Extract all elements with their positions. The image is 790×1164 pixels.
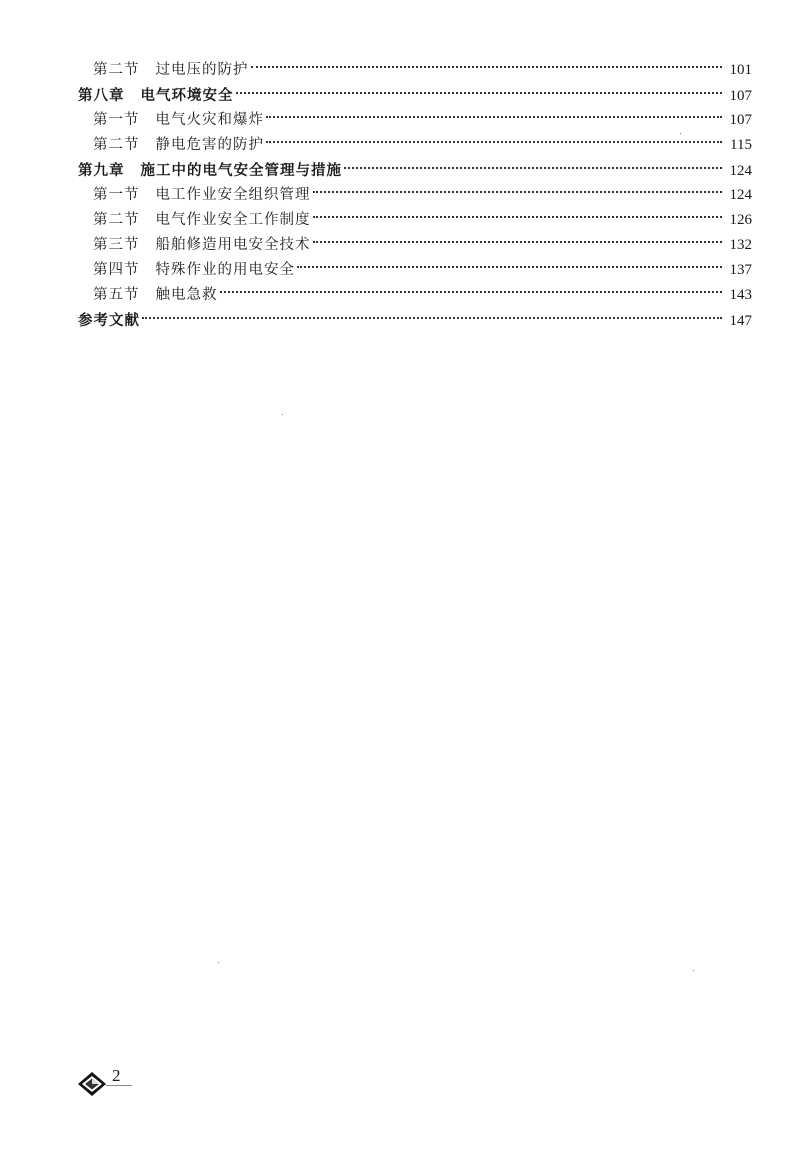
toc-entry-number: 第一节: [93, 187, 140, 203]
toc-entry-number: 第八章: [78, 87, 125, 104]
toc-entry-number: 第四节: [93, 262, 140, 278]
toc-entry-page: 147: [729, 313, 752, 329]
toc-entry-number: 第二节: [93, 137, 140, 153]
toc-entry-number: 第九章: [78, 162, 125, 179]
toc-entry[interactable]: [78, 208, 752, 233]
toc-entry[interactable]: [78, 158, 752, 183]
toc-entry[interactable]: [78, 83, 752, 108]
toc-entry-number: 第三节: [93, 237, 140, 253]
dot-leader: [142, 317, 722, 319]
toc-entry-title: 触电急救: [155, 287, 218, 303]
scan-speck: [680, 133, 681, 134]
toc-entry-title: 施工中的电气安全管理与措施: [140, 162, 342, 179]
toc-entry-page: 107: [729, 112, 752, 128]
toc-entry-number: 第五节: [93, 287, 140, 303]
toc-entry-page: 124: [729, 187, 752, 203]
toc-entry-title: 电工作业安全组织管理: [155, 187, 311, 203]
dot-leader: [313, 241, 723, 243]
dot-leader: [266, 116, 722, 118]
toc-entry[interactable]: [78, 108, 752, 133]
toc-entry-title: 参考文献: [78, 312, 140, 329]
toc-entry-page: 143: [729, 287, 752, 303]
footer-rule: [106, 1085, 132, 1086]
toc-entry-number: 第二节: [93, 62, 140, 78]
toc-entry-title: 特殊作业的用电安全: [155, 262, 295, 278]
toc-entry-page: 126: [729, 212, 752, 228]
toc-entry[interactable]: [78, 283, 752, 308]
toc-entry-page: 137: [729, 262, 752, 278]
dot-leader: [297, 266, 722, 268]
scan-speck: [693, 970, 694, 971]
toc-entry-page: 132: [729, 237, 752, 253]
dot-leader: [236, 92, 723, 94]
toc-entry-title: 静电危害的防护: [155, 137, 264, 153]
toc-entry-number: 第二节: [93, 212, 140, 228]
toc-entry[interactable]: [78, 183, 752, 208]
toc-entry-title: 电气作业安全工作制度: [155, 212, 311, 228]
toc-entry[interactable]: [78, 133, 752, 158]
toc-entry[interactable]: [78, 58, 752, 83]
page-footer: [76, 1066, 136, 1102]
dot-leader: [251, 66, 723, 68]
toc-entry-page: 115: [730, 137, 752, 153]
toc-entry[interactable]: [78, 308, 752, 333]
toc-entry-number: 第一节: [93, 112, 140, 128]
dot-leader: [220, 291, 723, 293]
dot-leader: [313, 216, 723, 218]
toc-entry[interactable]: [78, 233, 752, 258]
toc-entry-title: 船舶修造用电安全技术: [155, 237, 311, 253]
scan-speck: [218, 962, 219, 963]
toc-entry-page: 101: [729, 62, 752, 78]
toc-entry-title: 电气火灾和爆炸: [155, 112, 264, 128]
toc-entry-page: 107: [729, 88, 752, 104]
dot-leader: [344, 167, 722, 169]
page-number: 2: [112, 1066, 121, 1085]
toc-entry-title: 过电压的防护: [155, 62, 249, 78]
dot-leader: [266, 141, 722, 143]
toc-entry-page: 124: [729, 163, 752, 179]
dot-leader: [313, 191, 723, 193]
table-of-contents: [78, 58, 752, 333]
toc-entry[interactable]: [78, 258, 752, 283]
toc-entry-title: 电气环境安全: [140, 87, 234, 104]
scan-speck: [282, 414, 283, 415]
diamond-ornament-icon: [76, 1066, 110, 1100]
